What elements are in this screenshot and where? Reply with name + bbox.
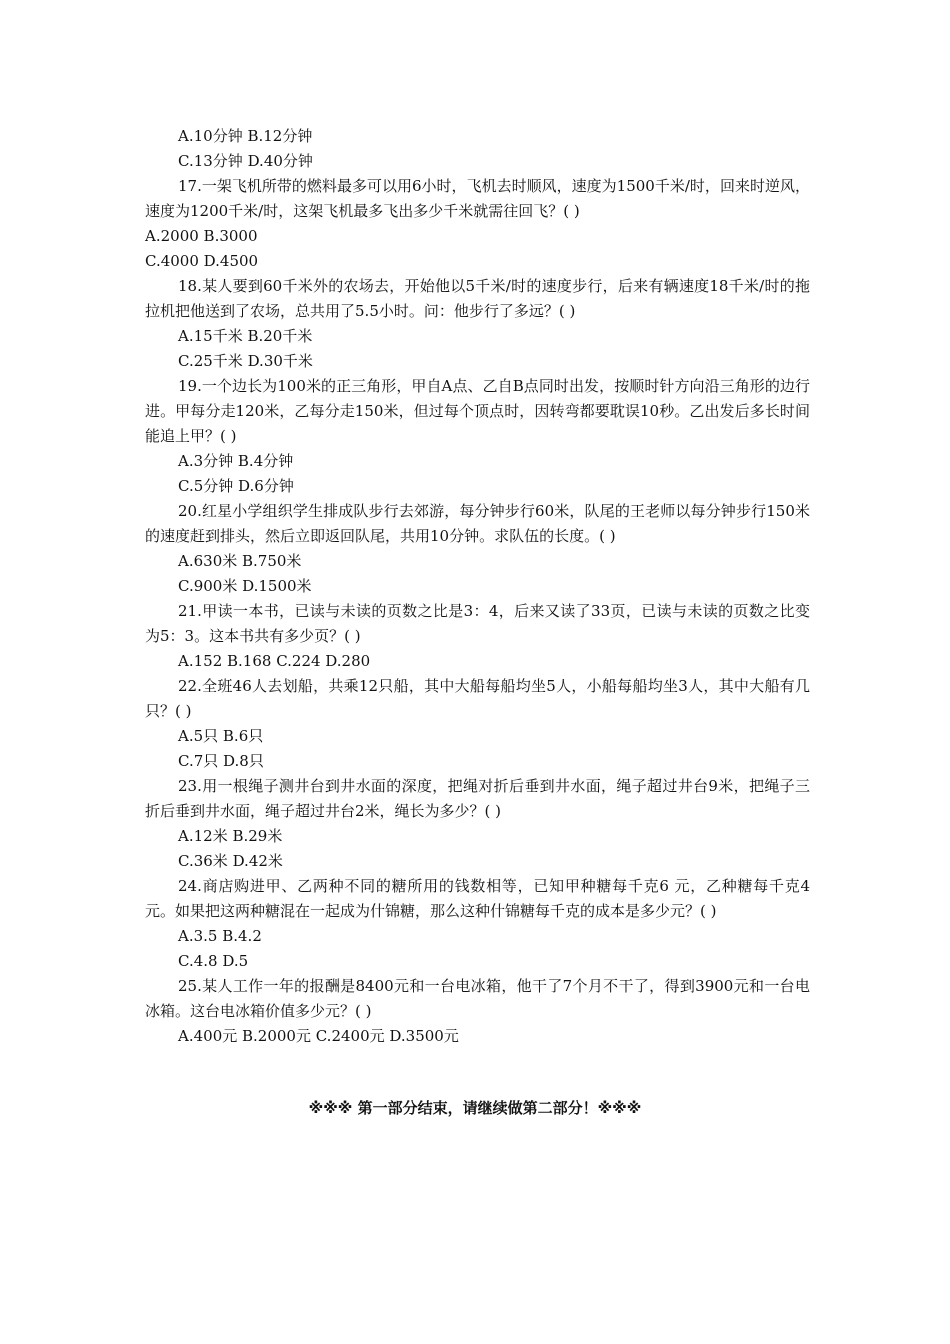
q16-options-line2: C.13分钟 D.40分钟 — [178, 152, 313, 170]
q22-options-line2: C.7只 D.8只 — [178, 752, 264, 770]
q23-stem: 23.用一根绳子测井台到井水面的深度，把绳对折后垂到井水面，绳子超过井台9米，把绳子三折后垂到井水面，绳子超过井台2米，绳长为多少？( ) — [145, 777, 810, 820]
q23-options-line2: C.36米 D.42米 — [178, 852, 283, 870]
q21-stem: 21.甲读一本书，已读与未读的页数之比是3：4，后来又读了33页，已读与未读的页数之比变为5：3。这本书共有多少页？( ) — [145, 602, 810, 645]
q19-options-line2: C.5分钟 D.6分钟 — [178, 477, 294, 495]
q19-options-line1: A.3分钟 B.4分钟 — [178, 452, 294, 470]
section-end-notice: ※※※ 第一部分结束，请继续做第二部分！※※※ — [308, 1099, 642, 1117]
q24-options-line2: C.4.8 D.5 — [178, 952, 249, 970]
q21-options-line1: A.152 B.168 C.224 D.280 — [178, 652, 371, 670]
q20-stem: 20.红星小学组织学生排成队步行去郊游，每分钟步行60米，队尾的王老师以每分钟步行150米的速度赶到排头，然后立即返回队尾，共用10分钟。求队伍的长度。( ) — [145, 502, 810, 545]
q24-options-line1: A.3.5 B.4.2 — [178, 927, 262, 945]
q22-options-line1: A.5只 B.6只 — [178, 727, 264, 745]
q25-stem: 25.某人工作一年的报酬是8400元和一台电冰箱，他干了7个月不干了，得到3900元和一台电冰箱。这台电冰箱价值多少元？( ) — [145, 977, 810, 1020]
q17-options-line1: A.2000 B.3000 — [145, 227, 258, 245]
q18-options-line2: C.25千米 D.30千米 — [178, 352, 313, 370]
q22-stem: 22.全班46人去划船，共乘12只船，其中大船每船均坐5人，小船每船均坐3人，其中大船有几只？( ) — [145, 677, 810, 720]
q18-options-line1: A.15千米 B.20千米 — [178, 327, 313, 345]
q18-stem: 18.某人要到60千米外的农场去，开始他以5千米/时的速度步行，后来有辆速度18千米/时的拖拉机把他送到了农场，总共用了5.5小时。问：他步行了多远？( ) — [145, 277, 810, 320]
q24-stem: 24.商店购进甲、乙两种不同的糖所用的钱数相等，已知甲种糖每千克6 元，乙种糖每千克4元。如果把这两种糖混在一起成为什锦糖，那么这种什锦糖每千克的成本是多少元？( ) — [145, 877, 810, 920]
q17-options-line2: C.4000 D.4500 — [145, 252, 259, 270]
q19-stem: 19.一个边长为100米的正三角形，甲自A点、乙自B点同时出发，按顺时针方向沿三角形的边行进。甲每分走120米，乙每分走150米，但过每个顶点时，因转弯都要耽误10秒。乙出发后多长时间能追上甲？( ) — [145, 377, 810, 445]
q20-options-line1: A.630米 B.750米 — [178, 552, 302, 570]
q16-options-line1: A.10分钟 B.12分钟 — [178, 127, 313, 145]
question-list — [145, 124, 810, 1049]
q25-options-line1: A.400元 B.2000元 C.2400元 D.3500元 — [178, 1027, 459, 1045]
q17-stem: 17.一架飞机所带的燃料最多可以用6小时，飞机去时顺风，速度为1500千米/时，回来时逆风，速度为1200千米/时，这架飞机最多飞出多少千米就需往回飞？( ) — [145, 177, 810, 220]
q20-options-line2: C.900米 D.1500米 — [178, 577, 312, 595]
q23-options-line1: A.12米 B.29米 — [178, 827, 283, 845]
